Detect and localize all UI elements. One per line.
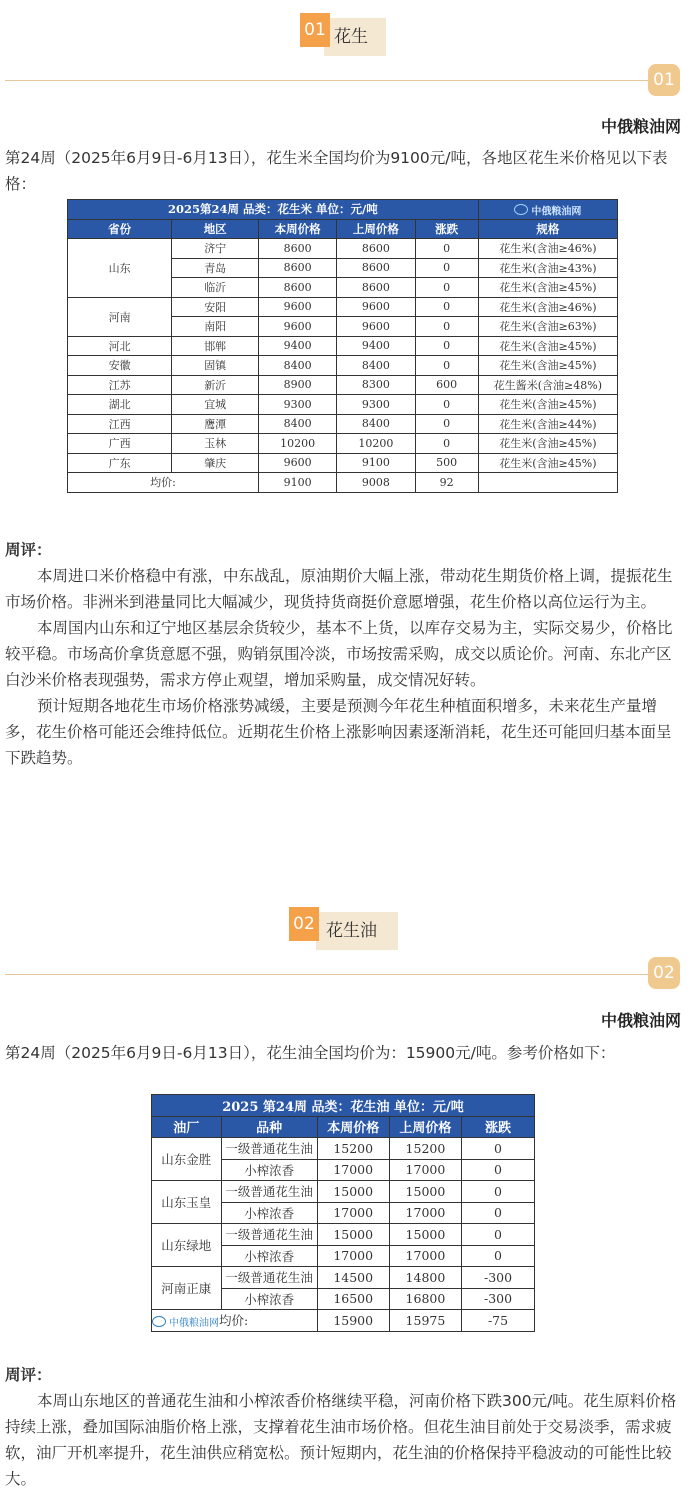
this-week-price-cell: 8400 <box>259 414 337 434</box>
table-row <box>68 297 618 317</box>
spec-cell: 花生米(含油≥46%) <box>478 297 617 317</box>
factory-cell: 山东玉皇 <box>152 1181 222 1224</box>
logo-icon <box>514 204 528 215</box>
section1-review <box>5 537 681 771</box>
table-average-row <box>152 1310 535 1332</box>
spec-cell: 花生酱米(含油≥48%) <box>478 375 617 395</box>
section1-source: 中俄粮油网 <box>600 117 681 136</box>
last-week-price-cell: 15000 <box>389 1181 461 1203</box>
last-week-price-cell: 17000 <box>389 1245 461 1267</box>
section1-marker: 01 <box>648 64 680 96</box>
spec-cell: 花生米(含油≥45%) <box>478 356 617 376</box>
average-label-text: 均价: <box>219 1313 249 1329</box>
section2-intro: 第24周（2025年6月9日-6月13日），花生油全国均价为：15900元/吨。参考价格如下： <box>5 1044 616 1062</box>
region-cell: 宜城 <box>172 395 259 415</box>
last-week-price-cell: 15000 <box>389 1224 461 1246</box>
variety-cell: 小榨浓香 <box>221 1245 317 1267</box>
section2-review <box>5 1362 681 1492</box>
this-week-price-cell: 9300 <box>259 395 337 415</box>
table-header-row <box>68 219 618 239</box>
column-header: 涨跌 <box>462 1116 535 1138</box>
last-week-price-cell: 9300 <box>337 395 415 415</box>
last-week-price-cell: 8300 <box>337 375 415 395</box>
section2-divider <box>5 974 650 975</box>
spec-cell: 花生米(含油≥45%) <box>478 434 617 454</box>
section2-title-text: 花生油 <box>326 921 377 941</box>
factory-cell: 河南正康 <box>152 1267 222 1310</box>
variety-cell: 一级普通花生油 <box>221 1267 317 1289</box>
spec-cell: 花生米(含油≥45%) <box>478 336 617 356</box>
variety-cell: 小榨浓香 <box>221 1159 317 1181</box>
spec-cell: 花生米(含油≥45%) <box>478 453 617 473</box>
table-row <box>68 453 618 473</box>
table-title: 2025 第24周 品类：花生油 单位：元/吨 <box>152 1095 535 1117</box>
province-cell: 江苏 <box>68 375 172 395</box>
change-cell: 600 <box>415 375 478 395</box>
region-cell: 玉林 <box>172 434 259 454</box>
column-header: 品种 <box>221 1116 317 1138</box>
this-week-price-cell: 10200 <box>259 434 337 454</box>
region-cell: 青岛 <box>172 258 259 278</box>
province-cell: 山东 <box>68 239 172 298</box>
average-label <box>152 1310 318 1332</box>
factory-cell: 山东绿地 <box>152 1224 222 1267</box>
province-cell: 河北 <box>68 336 172 356</box>
section2-review-label: 周评： <box>5 1366 52 1384</box>
column-header: 本周价格 <box>317 1116 389 1138</box>
last-week-price-cell: 17000 <box>389 1202 461 1224</box>
section1-title-text: 花生 <box>334 27 368 47</box>
region-cell: 济宁 <box>172 239 259 259</box>
change-cell: -300 <box>462 1288 535 1310</box>
province-cell: 广东 <box>68 453 172 473</box>
region-cell: 固镇 <box>172 356 259 376</box>
region-cell: 肇庆 <box>172 453 259 473</box>
spec-cell: 花生米(含油≥46%) <box>478 239 617 259</box>
section1-divider <box>5 80 650 81</box>
region-cell: 南阳 <box>172 317 259 337</box>
change-cell: 0 <box>415 414 478 434</box>
logo-text: 中俄粮油网 <box>531 206 582 217</box>
table-row <box>68 395 618 415</box>
change-cell: 0 <box>462 1159 535 1181</box>
section1-review-p2: 本周国内山东和辽宁地区基层余货较少，基本不上货，以库存交易为主，实际交易少，价格比较平稳。市场高价拿货意愿不强，购销氛围冷淡，市场按需采购，成交以质论价。河南、东北产区白沙米价格表现强势，需求方停止观望，增加采购量，成交情况好转。 <box>5 619 673 689</box>
average-last-week: 15975 <box>389 1310 461 1332</box>
this-week-price-cell: 8600 <box>259 278 337 298</box>
empty-cell <box>478 473 617 493</box>
table-row <box>152 1181 535 1203</box>
logo-text: 中俄粮油网 <box>169 1318 219 1330</box>
this-week-price-cell: 8400 <box>259 356 337 376</box>
change-cell: 0 <box>462 1202 535 1224</box>
column-header: 涨跌 <box>415 219 478 239</box>
table-row <box>152 1138 535 1160</box>
table-title <box>68 200 479 220</box>
spec-cell: 花生米(含油≥44%) <box>478 414 617 434</box>
region-cell: 安阳 <box>172 297 259 317</box>
average-label: 均价: <box>68 473 259 493</box>
this-week-price-cell: 8600 <box>259 239 337 259</box>
section1-review-p1: 本周进口米价格稳中有涨，中东战乱，原油期价大幅上涨，带动花生期货价格上调，提振花生市场价格。非洲米到港量同比大幅减少，现货持货商挺价意愿增强，花生价格以高位运行为主。 <box>5 567 673 611</box>
last-week-price-cell: 8400 <box>337 356 415 376</box>
spec-cell: 花生米(含油≥63%) <box>478 317 617 337</box>
table-row <box>152 1224 535 1246</box>
average-this-week: 9100 <box>259 473 337 493</box>
this-week-price-cell: 8900 <box>259 375 337 395</box>
last-week-price-cell: 9600 <box>337 317 415 337</box>
region-cell: 新沂 <box>172 375 259 395</box>
change-cell: 0 <box>415 239 478 259</box>
section2-source: 中俄粮油网 <box>600 1011 681 1030</box>
column-header: 上周价格 <box>337 219 415 239</box>
table-row <box>68 336 618 356</box>
table-header-row <box>152 1116 535 1138</box>
this-week-price-cell: 9600 <box>259 317 337 337</box>
section1-intro: 第24周（2025年6月9日-6月13日），花生米全国均价为9100元/吨，各地区花生米价格见以下表格： <box>5 149 668 193</box>
this-week-price-cell: 9600 <box>259 453 337 473</box>
column-header: 省份 <box>68 219 172 239</box>
change-cell: 0 <box>415 278 478 298</box>
section1-review-p3: 预计短期各地花生市场价格涨势减缓，主要是预测今年花生种植面积增多，未来花生产量增多，花生价格可能还会维持低位。近期花生价格上涨影响因素逐渐消耗，花生还可能回归基本面呈下跌趋势。 <box>5 697 672 767</box>
this-week-price-cell: 15000 <box>317 1181 389 1203</box>
section1-review-label: 周评： <box>5 541 52 559</box>
column-header: 规格 <box>478 219 617 239</box>
province-cell: 江西 <box>68 414 172 434</box>
variety-cell: 一级普通花生油 <box>221 1224 317 1246</box>
change-cell: 0 <box>462 1138 535 1160</box>
this-week-price-cell: 14500 <box>317 1267 389 1289</box>
average-change: -75 <box>462 1310 535 1332</box>
change-cell: 0 <box>415 336 478 356</box>
last-week-price-cell: 9100 <box>337 453 415 473</box>
variety-cell: 一级普通花生油 <box>221 1181 317 1203</box>
region-cell: 邯郸 <box>172 336 259 356</box>
change-cell: 500 <box>415 453 478 473</box>
change-cell: 0 <box>415 297 478 317</box>
change-cell: 0 <box>415 395 478 415</box>
variety-cell: 一级普通花生油 <box>221 1138 317 1160</box>
average-change: 92 <box>415 473 478 493</box>
last-week-price-cell: 15200 <box>389 1138 461 1160</box>
this-week-price-cell: 15200 <box>317 1138 389 1160</box>
change-cell: -300 <box>462 1267 535 1289</box>
column-header: 地区 <box>172 219 259 239</box>
this-week-price-cell: 8600 <box>259 258 337 278</box>
last-week-price-cell: 9400 <box>337 336 415 356</box>
average-last-week: 9008 <box>337 473 415 493</box>
province-cell: 湖北 <box>68 395 172 415</box>
this-week-price-cell: 17000 <box>317 1202 389 1224</box>
section2-number-badge: 02 <box>289 907 319 941</box>
region-cell: 鹰潭 <box>172 414 259 434</box>
table-row <box>68 239 618 259</box>
change-cell: 0 <box>462 1224 535 1246</box>
province-cell: 安徽 <box>68 356 172 376</box>
spec-cell: 花生米(含油≥45%) <box>478 395 617 415</box>
variety-cell: 小榨浓香 <box>221 1288 317 1310</box>
peanut-price-table <box>67 199 618 493</box>
column-header: 油厂 <box>152 1116 222 1138</box>
change-cell: 0 <box>462 1181 535 1203</box>
table-title-row <box>68 200 618 220</box>
section2-marker: 02 <box>648 957 680 989</box>
change-cell: 0 <box>462 1245 535 1267</box>
table-title-row <box>152 1095 535 1117</box>
variety-cell: 小榨浓香 <box>221 1202 317 1224</box>
this-week-price-cell: 16500 <box>317 1288 389 1310</box>
table-title-text: 2025第24周 品类：花生米 单位：元/吨 <box>168 202 378 217</box>
region-cell: 临沂 <box>172 278 259 298</box>
logo-icon <box>152 1316 166 1327</box>
this-week-price-cell: 15000 <box>317 1224 389 1246</box>
change-cell: 0 <box>415 356 478 376</box>
last-week-price-cell: 9600 <box>337 297 415 317</box>
average-this-week: 15900 <box>317 1310 389 1332</box>
last-week-price-cell: 8600 <box>337 278 415 298</box>
change-cell: 0 <box>415 258 478 278</box>
last-week-price-cell: 16800 <box>389 1288 461 1310</box>
table-logo <box>478 200 617 220</box>
this-week-price-cell: 9400 <box>259 336 337 356</box>
table-row <box>68 375 618 395</box>
last-week-price-cell: 17000 <box>389 1159 461 1181</box>
last-week-price-cell: 14800 <box>389 1267 461 1289</box>
spec-cell: 花生米(含油≥43%) <box>478 258 617 278</box>
change-cell: 0 <box>415 434 478 454</box>
table-row <box>68 414 618 434</box>
section1-title <box>324 18 386 56</box>
table-row <box>68 434 618 454</box>
change-cell: 0 <box>415 317 478 337</box>
section1-number-badge: 01 <box>300 13 330 47</box>
column-header: 上周价格 <box>389 1116 461 1138</box>
section2-title <box>316 912 398 950</box>
this-week-price-cell: 17000 <box>317 1245 389 1267</box>
province-cell: 河南 <box>68 297 172 336</box>
factory-cell: 山东金胜 <box>152 1138 222 1181</box>
this-week-price-cell: 9600 <box>259 297 337 317</box>
last-week-price-cell: 8600 <box>337 258 415 278</box>
spec-cell: 花生米(含油≥45%) <box>478 278 617 298</box>
column-header: 本周价格 <box>259 219 337 239</box>
this-week-price-cell: 17000 <box>317 1159 389 1181</box>
table-row <box>68 356 618 376</box>
table-row <box>152 1267 535 1289</box>
peanut-oil-price-table <box>151 1094 535 1332</box>
section2-review-p1: 本周山东地区的普通花生油和小榨浓香价格继续平稳，河南价格下跌300元/吨。花生原料价格持续上涨，叠加国际油脂价格上涨，支撑着花生油市场价格。但花生油目前处于交易淡季，需求疲软，油厂开机率提升，花生油供应稍宽松。预计短期内，花生油的价格保持平稳波动的可能性比较大。 <box>5 1392 677 1488</box>
last-week-price-cell: 8600 <box>337 239 415 259</box>
province-cell: 广西 <box>68 434 172 454</box>
last-week-price-cell: 10200 <box>337 434 415 454</box>
last-week-price-cell: 8400 <box>337 414 415 434</box>
table-average-row <box>68 473 618 493</box>
